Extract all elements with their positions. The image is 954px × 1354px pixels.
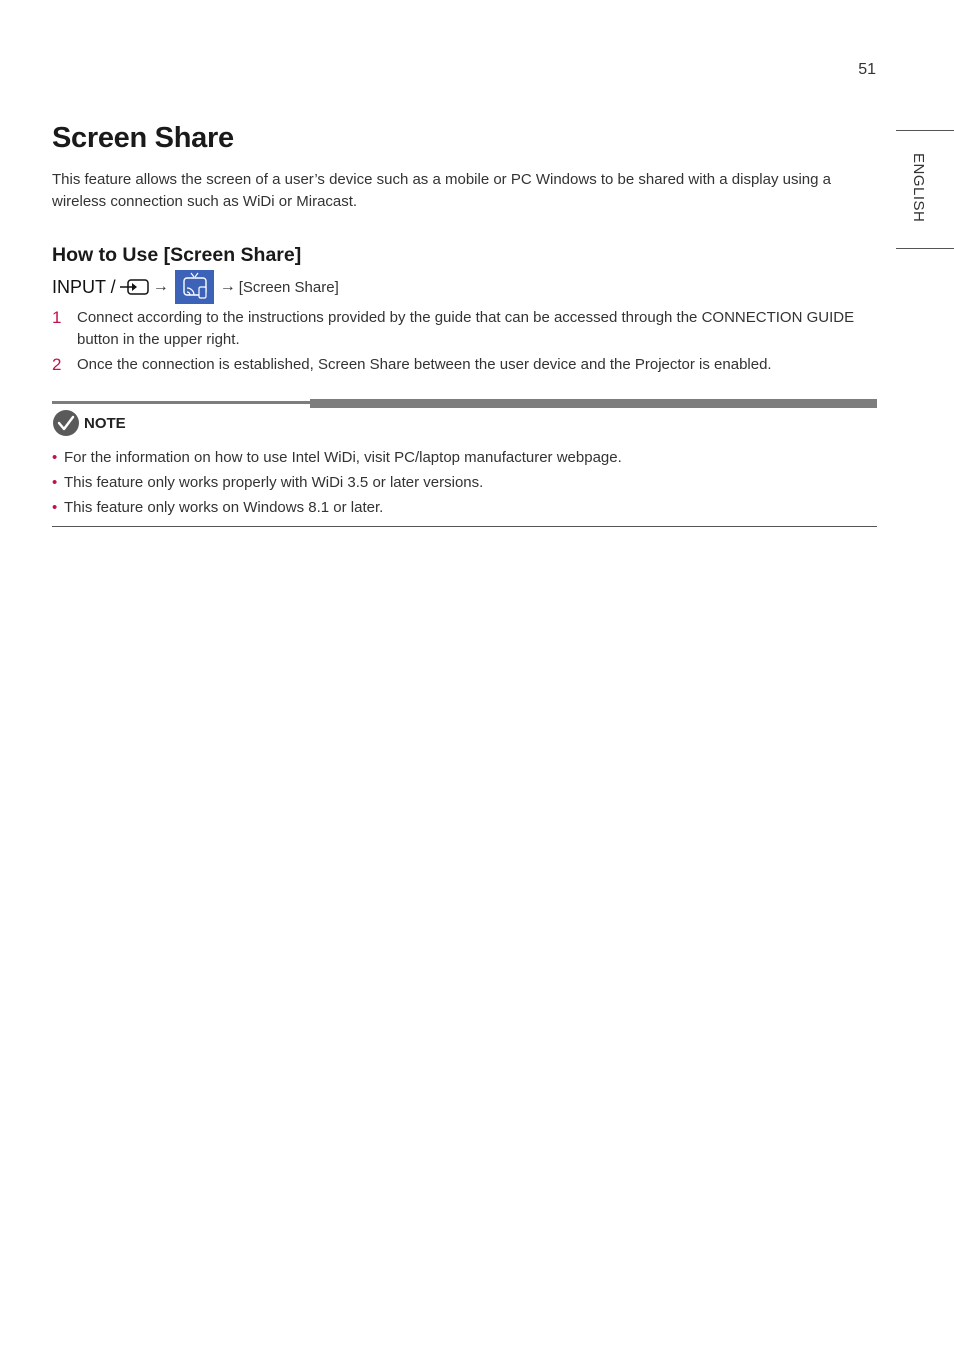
- note-divider-thin: [52, 401, 310, 404]
- note-divider-thick: [310, 399, 877, 408]
- path-arrow-1: →: [152, 278, 169, 295]
- check-circle-icon: [52, 409, 80, 437]
- screen-share-icon: [175, 270, 214, 304]
- page-number: 51: [858, 61, 876, 78]
- bullet: •: [52, 499, 58, 516]
- note-text: This feature only works on Windows 8.1 or later.: [64, 499, 384, 516]
- step-text: Once the connection is established, Screen Share between the user device and the Projector is enabled.: [77, 356, 772, 373]
- step-text: Connect according to the instructions provided by the guide that can be accessed through the CONNECTION GUIDE button in the upper right.: [77, 309, 855, 348]
- language-tab-label: ENGLISH: [910, 153, 927, 223]
- steps-list: [52, 307, 878, 379]
- bullet: •: [52, 449, 58, 466]
- path-input-label: INPUT /: [52, 276, 116, 297]
- note-label: NOTE: [84, 415, 126, 432]
- list-item: [52, 354, 878, 376]
- menu-path: [52, 270, 339, 304]
- section-heading: How to Use [Screen Share]: [52, 244, 302, 266]
- step-number: 2: [52, 355, 62, 374]
- language-tab: [896, 130, 954, 249]
- note-text: This feature only works properly with WiDi 3.5 or later versions.: [64, 474, 484, 491]
- step-number: 1: [52, 308, 62, 327]
- list-item: [52, 307, 878, 351]
- intro-paragraph: This feature allows the screen of a user’s device such as a mobile or PC Windows to be shared with a display using a wireless connection such as WiDi or Miracast.: [52, 171, 832, 210]
- note-text: For the information on how to use Intel WiDi, visit PC/laptop manufacturer webpage.: [64, 449, 622, 466]
- note-bottom-rule: [52, 526, 877, 527]
- list-item: [52, 472, 878, 494]
- page-title: Screen Share: [52, 122, 234, 154]
- list-item: [52, 447, 878, 469]
- path-arrow-2: →: [219, 278, 236, 295]
- path-destination: [Screen Share]: [238, 278, 339, 296]
- list-item: [52, 497, 878, 519]
- input-icon: [120, 278, 150, 296]
- bullet: •: [52, 474, 58, 491]
- note-list: [52, 447, 878, 522]
